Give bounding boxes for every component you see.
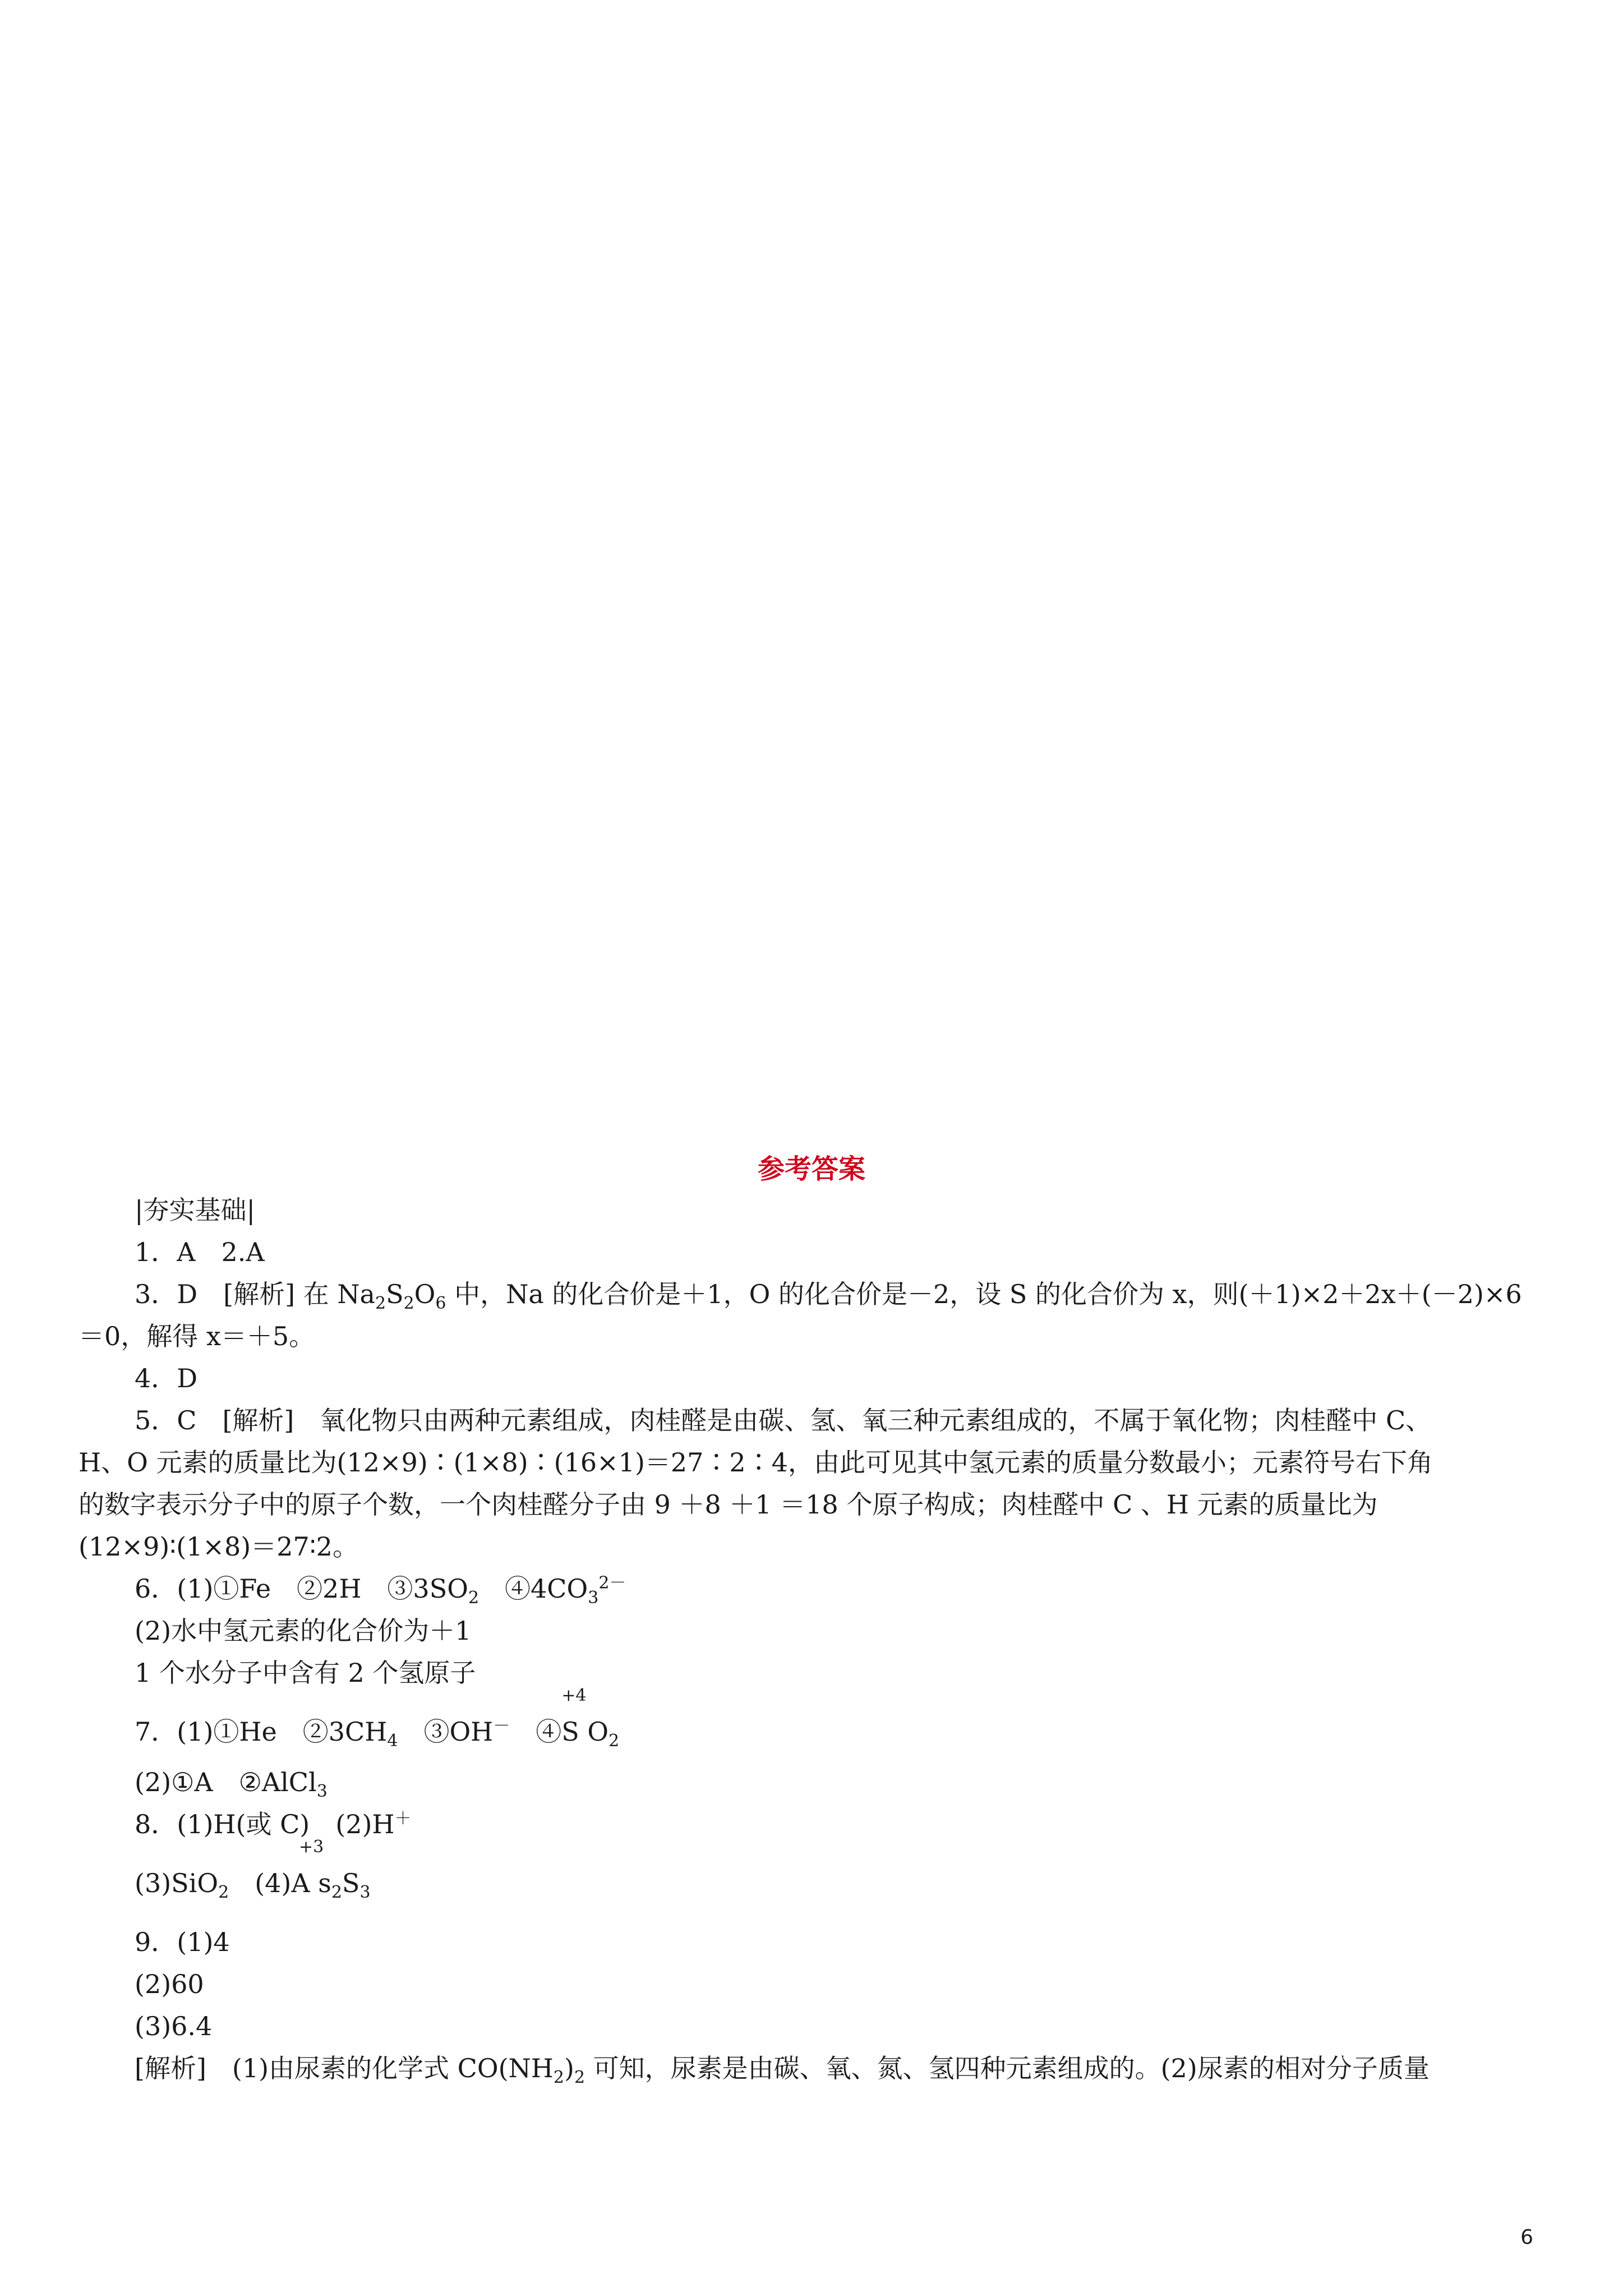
- answer-9-explanation: [解析] (1)由尿素的化学式 $CO(NH_2)_2$ 可知，尿素是由碳、氧、氮、氢四种元素组成的。(2)尿素的相对分子质量: [135, 2053, 1430, 2088]
- answer-5-line-3: 的数字表示分子中的原子个数，一个肉桂醛分子由 9 ＋8 ＋1 ＝18 个原子构成；肉桂醛中 C 、H 元素的质量比为: [79, 1489, 1378, 1520]
- answer-3: 3．D [解析] 在 $Na_2S_2O_6$ 中，Na 的化合价是＋1，O 的化合价是－2，设 S 的化合价为 x，则(＋1)×2＋2x＋(－2)×6: [135, 1279, 1522, 1314]
- answer-5-line-1: 5．C [解析] 氧化物只由两种元素组成，肉桂醛是由碳、氢、氧三种元素组成的，不属于氧化物；肉桂醛中 C、: [135, 1405, 1432, 1435]
- answer-9-line-1: 9．(1)4: [135, 1927, 230, 1957]
- valence-formula-so2: +4 S: [561, 1686, 587, 1747]
- page-number: 6: [1520, 2226, 1533, 2249]
- answer-6-line-1: 6．(1)①Fe ②2H $③3SO_2$ $④4CO_3^{2-}$: [135, 1573, 626, 1608]
- page-title: 参考答案: [757, 1153, 865, 1185]
- valence-formula-as2s3: +3 A s: [291, 1837, 331, 1898]
- answer-9-line-3: (3)6.4: [135, 2011, 213, 2041]
- section-heading: |夯实基础|: [135, 1195, 255, 1225]
- answer-9-line-2: (2)60: [135, 1969, 204, 1999]
- answer-6-line-3: 1 个水分子中含有 2 个氢原子: [135, 1658, 476, 1688]
- answer-8-line-1: 8．(1)H(或 C) (2)H＋: [135, 1809, 412, 1839]
- answer-3-cont: ＝0，解得 x＝＋5。: [79, 1321, 315, 1351]
- answer-1-2: 1．A 2.A: [135, 1237, 265, 1267]
- answer-8-line-2: (3)SiO$_2$ (4) +3 A $s_2S_3$: [79, 1862, 1548, 1904]
- answer-7-line-2: (2)①A ②AlCl$_3$: [135, 1767, 328, 1802]
- answer-7-line-1: 7．(1)①He $②3CH_4$ ③OH－ ④ +4 S $O_2$: [79, 1711, 1548, 1753]
- answer-5-line-4: (12×9)∶(1×8)＝27∶2。: [79, 1531, 358, 1562]
- answer-6-line-2: (2)水中氢元素的化合价为＋1: [135, 1616, 472, 1646]
- answer-4: 4．D: [135, 1363, 198, 1393]
- answer-content: [79, 1189, 1548, 2090]
- answer-5-line-2: H、O 元素的质量比为(12×9)∶(1×8)∶(16×1)＝27∶2∶4，由此可见其中氢元素的质量分数最小；元素符号右下角: [79, 1447, 1433, 1478]
